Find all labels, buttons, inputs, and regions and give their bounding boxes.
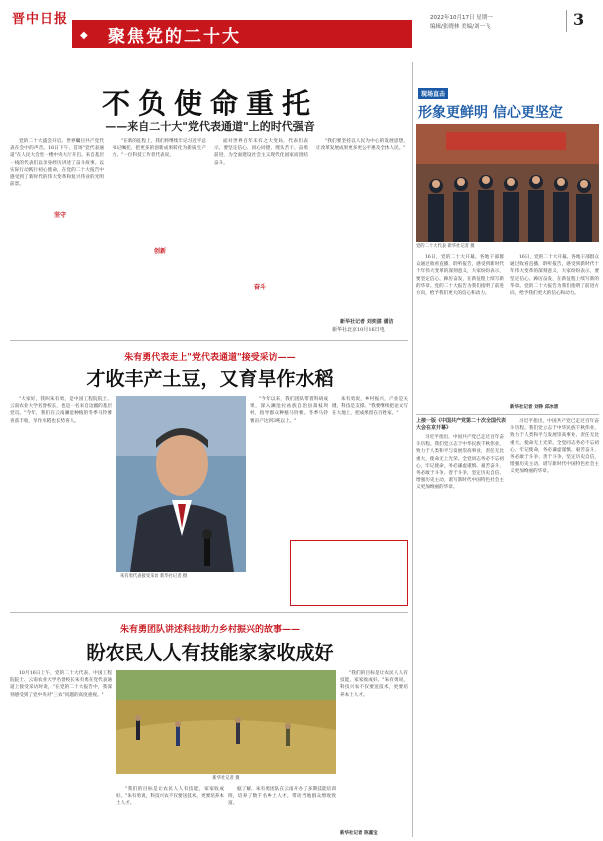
story3-paragraph: 10月16日上午，党的二十大代表、中国工程院院士、云南农业大学名誉校长朱有勇在党代表通道上接受采访时说，"在党的二十大报告中，我深刻感受到了党中央对"三农"问题的高度重视。" <box>10 671 112 698</box>
delegates-caption: 党的二十大代表 新华社记者 摄 <box>416 244 475 249</box>
masthead <box>0 0 603 58</box>
story3-paragraph: 据了解，朱有勇团队在云南开办了多期技能培训班，培养了数千名乡土人才，带动当地群众增收致富。 <box>228 787 336 807</box>
story2-kicker: 朱有勇代表走上"党代表通道"接受采访—— <box>124 353 296 363</box>
right-paragraph: 16日，党的二十大开幕。各地干部群众通过收看直播，聆听报告，感受到新时代十年伟大变革的深刻意义，大家纷纷表示，要坚定信心、踔厉奋发，在新征程上续写新的华章。党的二十大报告为我们指明了前进方向，给予我们更大的信心和动力。 <box>510 255 599 297</box>
section-heading-3: 奋斗 <box>253 284 266 291</box>
section-rule <box>10 612 408 613</box>
lead-paragraph: "在新的征程上，我们将继续牢记习近平总书记嘱托，把更多的创新成果转化为新质生产力。"一位科技工作者代表说。 <box>112 139 206 159</box>
page-number: 3 <box>573 10 585 29</box>
section-heading-1: 坚守 <box>53 212 66 219</box>
story3-column-2 <box>116 786 224 836</box>
story2-paragraph: "今年以来，我们团队带着科研成果，深入澜沧拉祜族自治县蒿枝坝村，指导群众种植马铃薯。冬季马铃薯亩产达到3吨以上。" <box>250 397 328 424</box>
newspaper-logo: 晋中日报 <box>12 12 69 27</box>
inset-box <box>290 540 408 606</box>
lead-byline: 新华社记者 刘奕湛 潘洁 <box>340 319 394 325</box>
section-heading-2: 创新 <box>153 248 166 255</box>
story2-paragraph: 朱有勇说，乡村振兴，产业是关键，科技是支撑。"我要继续把论文写在大地上，把成果留在百姓家。" <box>332 397 408 417</box>
field-image <box>116 670 336 774</box>
column-divider <box>412 62 413 837</box>
banner-ornament: ◆ <box>80 30 88 41</box>
continued-col-2 <box>510 418 599 836</box>
lead-paragraph: "我们要坚持以人民为中心的发展思想，让改革发展成果更多更公平惠及全体人民。" <box>316 139 408 152</box>
continued-title: 上接一版《中国共产党第二十次全国代表大会在京开幕》 <box>416 418 507 431</box>
story3-paragraph: "我们的目标是让农民人人有技能，家家收成好。"朱有勇说，科技兴农不仅要送技术，更要培养本土人才。 <box>116 787 224 807</box>
lead-paragraph: 党的二十大盛会开启。世界瞩目共产党代表在会中的声音。16日下午，首场"党代表通道"在人民大会堂一楼中央大厅开启。来自基层一线的代表们以亲身经历讲述了奋斗故事。以实际行动践行初心使命，在党的二十大报告中感受到了新时代的伟大变革和复兴伟业的光明前景。 <box>10 139 104 188</box>
continued-col-1 <box>416 434 504 836</box>
lead-dateline: 新华社北京10月16日电 <box>332 327 385 333</box>
date-text: 2022年10月17日 星期一 <box>430 15 493 21</box>
right-body-col-1 <box>416 254 504 404</box>
editor-text: 编辑/张晓林 美编/刘一飞 <box>430 24 491 30</box>
story3-headline: 盼农民人人有技能家家收成好 <box>86 642 334 664</box>
story3-column-3 <box>228 786 336 836</box>
section-rule <box>10 340 408 341</box>
right-byline: 新华社记者 刘铮 邱冰清 <box>510 405 559 410</box>
continued-paragraph: 习近平指出，中国共产党已走过百年奋斗历程。我们党立志于中华民族千秋伟业，致力于人类和平与发展崇高事业，责任无比重大，使命无上光荣。全党同志务必不忘初心、牢记使命，务必谦虚谨慎、艰苦奋斗，务必敢于斗争、善于斗争，坚定历史自信，增强历史主动，谱写新时代中国特色社会主义更加绚丽的华章。 <box>416 435 504 491</box>
lead-subheadline: ——来自二十大"党代表通道"上的时代强音 <box>105 120 315 133</box>
live-report-tag: 现场直击 <box>418 88 448 99</box>
story3-column-4 <box>340 670 408 830</box>
story3-kicker: 朱有勇团队讲述科技助力乡村振兴的故事—— <box>119 625 300 635</box>
field-photo-caption: 新华社记者 摄 <box>212 776 240 781</box>
lead-paragraph: 面对世界百年未有之大变局，代表们表示，要坚定信心、同心同德，埋头苦干、奋勇前进，为全面建设社会主义现代化国家而团结奋斗。 <box>214 139 308 166</box>
delegates-photo <box>416 124 599 242</box>
story3-byline: 新华社记者 陈嘉宝 <box>340 831 378 836</box>
field-photo <box>116 670 336 774</box>
lead-column-2 <box>112 138 206 328</box>
story3-column-1 <box>10 670 112 836</box>
story2-column-1 <box>10 396 112 606</box>
right-paragraph: 16日，党的二十大开幕。各地干部群众通过收看直播，聆听报告，感受到新时代十年伟大变革的深刻意义，大家纷纷表示，要坚定信心、踔厉奋发，在新征程上续写新的华章。党的二十大报告为我们指明了前进方向，给予我们更大的信心和动力。 <box>416 255 504 297</box>
portrait-photo <box>116 396 246 572</box>
story2-headline: 才收丰产土豆，又育旱作水稻 <box>86 368 334 390</box>
story3-paragraph: "我们的目标是让农民人人有技能，家家收成好。"朱有勇说，科技兴农不仅要送技术，更要培养本土人才。 <box>340 671 408 698</box>
dateline <box>430 14 570 32</box>
continued-paragraph: 习近平指出，中国共产党已走过百年奋斗历程。我们党立志于中华民族千秋伟业，致力于人类和平与发展崇高事业，责任无比重大，使命无上光荣。全党同志务必不忘初心、牢记使命，务必谦虚谨慎、艰苦奋斗，务必敢于斗争、善于斗争，坚定历史自信，增强历史主动，谱写新时代中国特色社会主义更加绚丽的华章。 <box>510 419 599 475</box>
lead-column-1 <box>10 138 104 328</box>
lead-column-4 <box>316 138 408 308</box>
right-headline: 形象更鲜明 信心更坚定 <box>418 105 563 121</box>
story2-paragraph: "大家好，我叫朱有勇，是中国工程院院士、云南农业大学名誉校长，也是一名来自边疆的基层党员。"今年，我们在云南澜沧种植的冬季马铃薯喜获丰收，旱作水稻也长势喜人。 <box>10 397 112 424</box>
lead-headline: 不负使命重托 <box>101 87 318 120</box>
lead-column-3 <box>214 138 308 328</box>
right-body-col-2 <box>510 254 599 404</box>
banner-title: 聚焦党的二十大 <box>108 27 241 47</box>
page-number-divider <box>566 10 567 32</box>
delegates-image <box>416 124 599 242</box>
portrait-image <box>116 396 246 572</box>
portrait-caption: 朱有勇代表接受采访 新华社记者 摄 <box>120 574 188 579</box>
section-rule <box>416 414 599 415</box>
